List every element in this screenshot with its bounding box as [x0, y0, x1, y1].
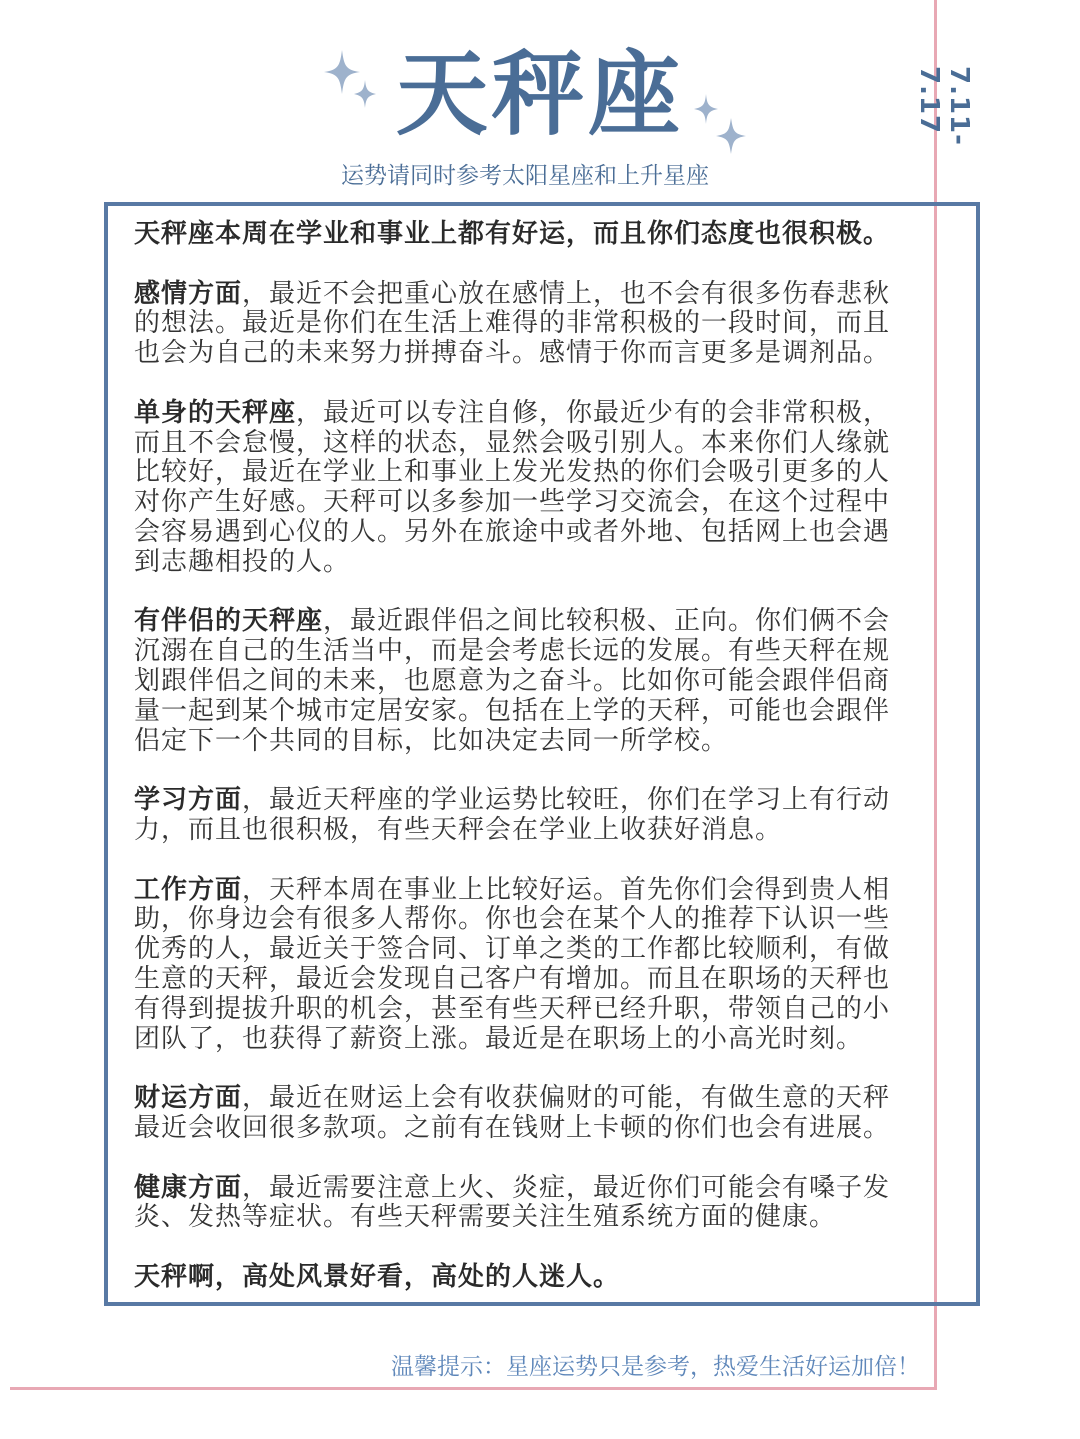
- section-heading: 单身的天秤座: [134, 397, 297, 428]
- section-text: ，最近在财运上会有收获偏财的可能，有做生意的天秤最近会收回很多款项。之前有在钱财上卡顿的你们也会有进展。: [134, 1083, 891, 1143]
- section-text: ，最近需要注意上火、炎症，最近你们可能会有嗓子发炎、发热等症状。有些天秤需要关注生殖系统方面的健康。: [134, 1172, 891, 1233]
- section-partner: [134, 607, 912, 756]
- footer-tip: 温馨提示：星座运势只是参考，热爱生活好运加倍！: [391, 1354, 920, 1380]
- section-heading: 健康方面: [134, 1172, 243, 1203]
- closing-text: 天秤啊，高处风景好看，高处的人迷人。: [134, 1261, 621, 1292]
- section-heading: 有伴侣的天秤座: [134, 606, 324, 637]
- section-heading: 感情方面: [134, 278, 243, 309]
- section-work: [134, 876, 912, 1055]
- pink-horizontal-line: [10, 1387, 937, 1390]
- closing-paragraph: [134, 1263, 912, 1293]
- horoscope-content: [134, 220, 912, 1293]
- section-text: ，最近不会把重心放在感情上，也不会有很多伤春悲秋的想法。最近是你们在生活上难得的非常积极的一段时间，而且也会为自己的未来努力拼搏奋斗。感情于你而言更多是调剂品。: [134, 278, 891, 369]
- intro-text: 天秤座本周在学业和事业上都有好运，而且你们态度也很积极。: [134, 219, 891, 249]
- section-text: ，最近跟伴侣之间比较积极、正向。你们俩不会沉溺在自己的生活当中，而是会考虑长远的发展。有些天秤在规划跟伴侣之间的未来，也愿意为之奋斗。比如你可能会跟伴侣商量一起到某个城市定居安家。包括在上学的天秤，可能也会跟伴侣定下一个共同的目标，比如决定去同一所学校。: [134, 606, 891, 756]
- section-text: ，最近可以专注自修，你最近少有的会非常积极，而且不会怠慢，这样的状态，显然会吸引别人。本来你们人缘就比较好，最近在学业上和事业上发光发热的你们会吸引更多的人对你产生好感。天秤可以多参加一些学习交流会，在这个过程中会容易遇到心仪的人。另外在旅途中或者外地、包括网上也会遇到志趣相投的人。: [134, 397, 891, 577]
- section-heading: 学习方面: [134, 785, 243, 816]
- page-title: 天秤座: [395, 41, 684, 148]
- section-wealth: [134, 1084, 912, 1144]
- section-heading: 财运方面: [134, 1083, 243, 1114]
- intro-paragraph: [134, 220, 912, 250]
- page-subtitle: 运势请同时参考太阳星座和上升星座: [341, 163, 709, 189]
- section-love: [134, 280, 912, 369]
- section-text: ，天秤本周在事业上比较好运。首先你们会得到贵人相助，你身边会有很多人帮你。你也会在某个人的推荐下认识一些优秀的人，最近关于签合同、订单之类的工作都比较顺利，有做生意的天秤，最近会发现自己客户有增加。而且在职场的天秤也有得到提拔升职的机会，甚至有些天秤已经升职，带领自己的小团队了，也获得了薪资上涨。最近是在职场上的小高光时刻。: [134, 874, 891, 1054]
- section-text: ，最近天秤座的学业运势比较旺，你们在学习上有行动力，而且也很积极，有些天秤会在学业上收获好消息。: [134, 785, 891, 845]
- section-single: [134, 399, 912, 578]
- section-health: [134, 1174, 912, 1234]
- date-range: 7.11-7.17: [914, 66, 974, 146]
- section-study: [134, 786, 912, 846]
- section-heading: 工作方面: [134, 874, 243, 905]
